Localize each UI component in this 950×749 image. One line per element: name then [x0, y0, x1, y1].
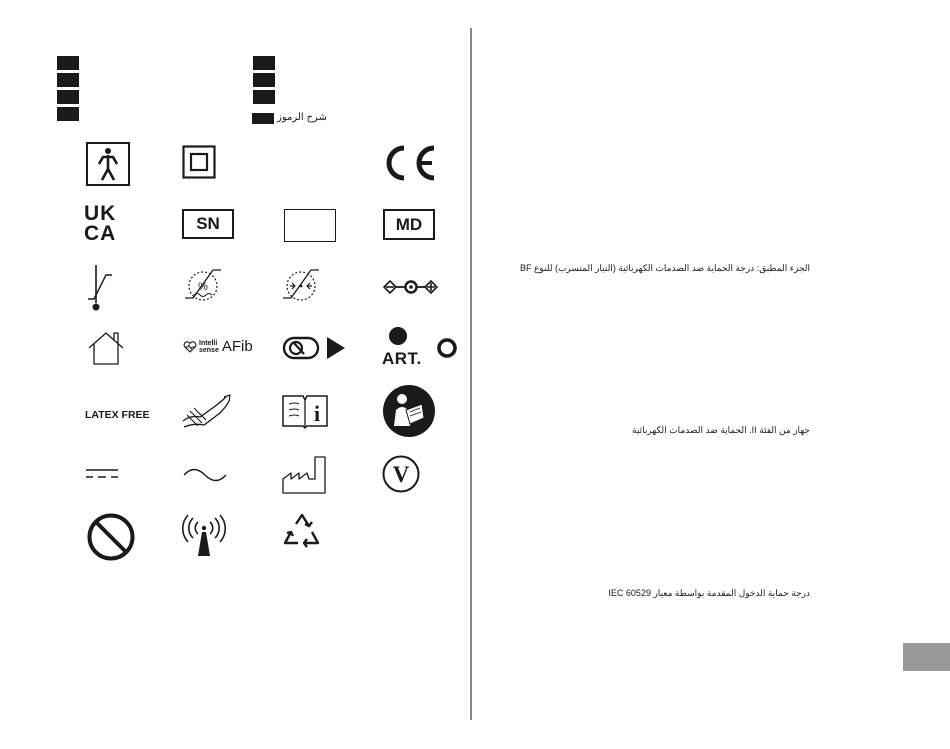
- ukca-top-text: UK: [84, 202, 117, 225]
- cuff-position-play-icon: [282, 334, 348, 362]
- recycle-icon: [282, 512, 322, 548]
- tab-block-2: [57, 73, 79, 87]
- medical-device-icon: [383, 209, 435, 240]
- class-ii-icon: [182, 145, 216, 179]
- tab-block-6: [253, 73, 275, 87]
- ukca-bottom-label: CA: [84, 222, 117, 245]
- instructions-booklet-icon: [281, 392, 329, 430]
- ukca-mark: [84, 204, 128, 244]
- tab-block-3: [57, 90, 79, 104]
- intellisense-afib-logo: [183, 338, 253, 355]
- ce-mark-icon: [382, 144, 438, 182]
- page-edge-tab: [903, 643, 950, 671]
- serial-number-icon: [182, 209, 234, 239]
- intellisense-line2: sense: [199, 346, 219, 354]
- empty-box-icon: [284, 209, 336, 242]
- tab-block-7: [253, 90, 275, 104]
- info-letter: i: [313, 401, 321, 426]
- medical-device-label: MD: [395, 214, 423, 234]
- heading-text: شرح الرموز: [277, 112, 327, 123]
- humidity-percent: %: [198, 281, 208, 293]
- section-heading: [252, 111, 327, 125]
- read-manual-icon: [382, 384, 436, 438]
- latex-free-label: LATEX FREE: [85, 409, 150, 421]
- direct-current-icon: [85, 468, 119, 480]
- type-bf-applied-part-icon: [86, 142, 130, 186]
- tab-block-5: [253, 56, 275, 70]
- description-ip-rating: درجة حماية الدخول المقدمة بواسطة معيار IEC 60529: [608, 588, 810, 598]
- tab-block-1: [57, 56, 79, 70]
- artery-label: ART.: [382, 349, 422, 368]
- afib-label: AFib: [221, 338, 253, 355]
- tab-block-4: [57, 107, 79, 121]
- verified-mark-icon: [382, 455, 420, 493]
- home-use-icon: [86, 330, 126, 366]
- cuff-on-arm-icon: [180, 393, 232, 429]
- column-divider: [470, 28, 472, 720]
- manufacturer-icon: [281, 455, 327, 495]
- description-class-ii: جهاز من الفئة II. الحماية ضد الصدمات الكهربائية: [632, 425, 810, 435]
- verified-letter: V: [392, 462, 410, 487]
- dc-polarity-icon: [382, 277, 440, 297]
- alternating-current-icon: [182, 466, 228, 484]
- pressure-limit-icon: [281, 264, 323, 304]
- humidity-limit-icon: [183, 264, 225, 304]
- intellisense-line1: Intelli: [199, 339, 218, 347]
- wireless-radiation-icon: [180, 514, 228, 558]
- heart-pulse-icon: [183, 341, 197, 353]
- description-bf-applied-part: الجزء المطبق: درجة الحماية ضد الصدمات الكهربائية (التيار المتسرب) للنوع BF: [519, 263, 810, 273]
- prohibited-icon: [86, 512, 136, 562]
- serial-number-label: SN: [196, 214, 220, 233]
- temperature-limit-icon: [86, 263, 116, 313]
- heading-bar: [252, 113, 274, 124]
